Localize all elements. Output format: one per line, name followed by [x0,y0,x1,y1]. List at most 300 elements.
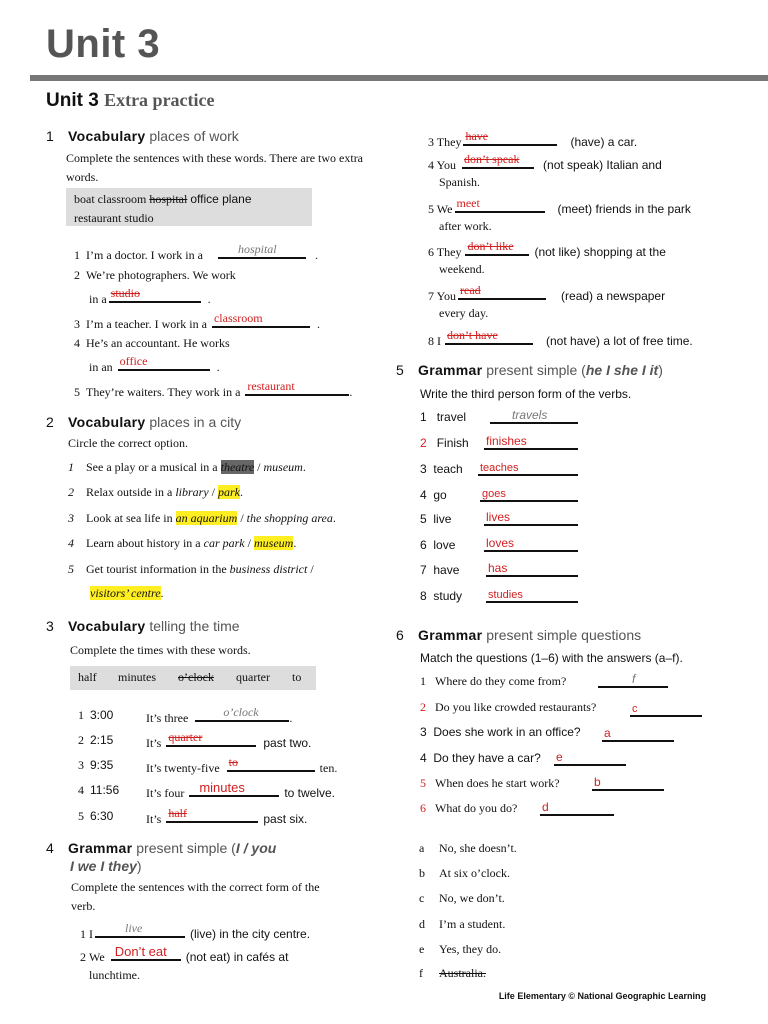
section-keyword: Vocabulary [68,128,146,144]
section-topic: present simple ( [136,840,236,856]
answer-text: office [119,354,148,368]
s6-blank-3[interactable] [602,728,674,747]
s4-item-6 [428,239,666,260]
item-number: 4 [68,536,74,550]
section-4-instructions: Complete the sentences with the correct form of the verb. [71,880,320,913]
answer-blank[interactable] [245,379,349,396]
section-number: 2 [46,414,54,430]
s4-item-7-cont: every day. [439,306,489,320]
answer-letter: f [632,672,636,686]
section-topic: ) [136,858,142,874]
item-number: 2 [68,485,74,499]
item-text: ten. [319,761,338,775]
question-text: Do they have a car? [433,751,541,765]
item-number: 4 [420,751,427,765]
item-text: to twelve. [284,786,336,800]
item-text: It’s three [146,711,189,725]
section-topic: present simple questions [486,627,642,643]
answer-blank[interactable] [118,354,210,371]
s3-item-3 [78,758,113,773]
item-verb: go [433,488,447,502]
s3-item-2 [78,733,113,748]
item-time: 3:00 [90,708,114,722]
item-number: 3 [420,725,427,739]
s5-blank-8[interactable] [486,589,578,608]
answer-text: restaurant [247,379,295,393]
item-text: It’s twenty-five [146,761,220,775]
unit-subheading: Extra practice [104,90,215,110]
section-3-heading [46,618,240,634]
option-circled[interactable]: museum [253,536,294,550]
word-item: to [292,670,302,684]
item-text: (live) in the city centre. [190,927,311,941]
s5-item-5 [420,512,451,526]
item-text: We’re photographers. We work [86,268,236,282]
item-number: 6 [428,245,434,259]
word-list: office plane [190,192,252,206]
s3-item-4-text [146,780,336,801]
answer-letter: d [542,800,549,814]
item-text: (not like) shopping at the [534,245,666,259]
answer-text: studies [488,589,523,601]
unit-heading [46,90,215,112]
answer-label: d [419,917,425,931]
answer-blank[interactable] [195,705,289,722]
item-text: (read) a newspaper [561,289,666,303]
item-text: They’re waiters. They work in a [86,385,241,399]
answer-blank[interactable] [458,283,546,300]
s4-item-6-cont: weekend. [439,262,485,276]
item-text: (not speak) Italian and [543,158,662,172]
item-number: 5 [420,776,426,790]
s1-item-5 [74,379,353,400]
section-topic: ) [658,362,663,378]
s6-answer-b [419,866,510,881]
item-text: It’s four [146,786,185,800]
page-footer: Life Elementary © National Geographic Learning [498,991,706,1001]
item-text: . [314,248,318,262]
s5-blank-6[interactable] [484,538,578,557]
item-text: We [436,202,453,216]
item-text: See a play or a musical in a [86,460,218,474]
answer-blank[interactable] [463,129,557,146]
answer-option: No, she doesn’t. [439,841,517,855]
item-time: 11:56 [90,783,120,797]
answer-text: classroom [213,311,263,325]
item-number: 5 [420,512,427,526]
s5-blank-2[interactable] [484,436,578,455]
item-time: 2:15 [90,733,114,747]
s6-answer-c [419,891,505,906]
question-text: Does she work in an office? [433,725,581,739]
answer-text: Don’t eat [114,944,167,959]
s4-item-3 [428,129,638,150]
page-title: Unit 3 [46,22,161,66]
item-number: 5 [74,385,80,399]
item-text: They [436,245,462,259]
answer-text: live [125,921,143,935]
item-text: I [437,334,441,348]
section-keyword: Vocabulary [68,414,146,430]
item-text: Look at sea life in [86,511,173,525]
s3-item-3-text [146,755,338,776]
item-text: (not have) a lot of free time. [546,334,693,348]
item-text: . [349,385,353,399]
option-circled[interactable]: visitors’ centre [90,586,161,600]
section-keyword: Grammar [68,840,133,856]
separator: / [208,485,219,499]
answer-text: don’t have [447,328,498,342]
item-number: 4 [74,336,80,350]
answer-text: travels [512,408,548,422]
s6-answer-d [419,917,505,932]
item-text: in a [89,292,107,306]
separator: / [237,511,247,525]
word-item: quarter [236,670,270,684]
s3-item-1 [78,708,113,723]
answer-blank[interactable] [95,921,185,938]
item-text: Get tourist information in the [86,562,227,576]
item-text: You [436,158,457,172]
section-6-heading [396,627,641,643]
s1-item-2-cont [89,286,211,307]
s5-item-4 [420,488,447,502]
answer-label: a [419,841,425,855]
s4-item-4-cont: Spanish. [439,175,481,189]
question-text: Do you like crowded restaurants? [435,700,597,714]
s1-item-1 [74,242,318,263]
s4-item-7 [428,283,666,304]
answer-text: minutes [199,780,245,795]
answer-blank[interactable] [227,755,315,772]
answer-text: has [488,561,508,575]
s6-answer-f [419,966,486,981]
item-text: Relax outside in a [86,485,173,499]
answer-text: don’t like [467,239,514,253]
item-number: 2 [74,268,80,282]
word-list: restaurant studio [74,211,154,225]
option[interactable]: car park [203,536,245,550]
option-circled[interactable]: an aquarium [175,511,238,525]
s4-item-5-cont: after work. [439,219,492,233]
s1-item-2 [74,268,236,283]
item-number: 1 [80,927,86,941]
section-3-word-box [70,666,316,690]
section-topic-italic: he I she I it [585,362,659,378]
item-verb: live [433,512,452,526]
section-1-word-box [66,188,312,226]
section-number: 6 [396,627,404,643]
item-text: . [293,536,297,550]
answer-blank[interactable] [109,286,201,303]
item-text: . [289,711,293,725]
item-verb: love [433,538,456,552]
item-number: 1 [420,410,427,424]
option-circled[interactable]: theatre [220,460,255,474]
answer-blank[interactable] [465,239,529,256]
item-number: 4 [428,158,434,172]
answer-blank[interactable] [166,730,256,747]
section-topic-italic: I / you [235,840,277,856]
answer-blank[interactable] [218,242,306,259]
answer-letter: e [556,750,563,764]
answer-text: loves [486,536,515,550]
section-topic-italic: I we I they [70,858,137,874]
s2-item-2 [68,485,243,500]
answer-text: o’clock [223,705,259,719]
section-keyword: Grammar [418,362,483,378]
answer-blank[interactable] [445,328,533,345]
s6-answer-a [419,841,517,856]
s1-item-4 [74,336,230,351]
s6-blank-4[interactable] [554,752,626,771]
item-text: (meet) friends in the park [557,202,691,216]
s5-item-1 [420,410,466,424]
word-item: minutes [118,670,156,684]
section-4-heading [46,840,276,856]
answer-text: goes [482,488,506,500]
item-number: 4 [420,488,427,502]
s5-blank-1[interactable] [490,410,578,429]
item-text: It’s [146,812,162,826]
section-number: 3 [46,618,54,634]
item-text: It’s [146,736,162,750]
item-text: . [316,317,320,331]
item-number: 8 [420,589,427,603]
answer-text: finishes [486,434,527,448]
answer-option: No, we don’t. [439,891,505,905]
s1-item-3 [74,311,320,332]
s6-question-5 [420,776,560,791]
item-number: 4 [78,783,84,797]
item-text: They [436,135,462,149]
answer-option: Australia. [439,966,486,980]
s4-item-4 [428,152,662,173]
item-number: 5 [68,562,74,576]
answer-text: lives [486,510,511,524]
answer-blank[interactable] [111,944,181,961]
section-number: 4 [46,840,54,856]
item-number: 1 [68,460,74,474]
s2-item-5-cont [90,586,164,601]
s3-item-1-text [146,705,293,726]
s6-blank-6[interactable] [540,802,614,821]
answer-label: e [419,942,425,956]
item-text: I’m a teacher. I work in a [86,317,207,331]
word-crossed: hospital [149,192,188,206]
section-6-instructions: Match the questions (1–6) with the answers (a–f). [420,651,683,665]
section-number: 5 [396,362,404,378]
answer-letter: b [594,775,601,789]
s6-question-6 [420,801,517,816]
answer-letter: a [604,726,611,740]
answer-blank[interactable] [166,806,258,823]
s3-item-2-text [146,730,312,751]
s6-answer-e [419,942,501,957]
item-text: I [89,927,93,941]
answer-label: f [419,966,423,980]
section-1-heading [46,128,239,144]
section-2-instructions: Circle the correct option. [68,436,188,450]
answer-blank[interactable] [189,780,279,797]
answer-blank[interactable] [212,311,310,328]
word-item: half [78,670,97,684]
section-keyword: Vocabulary [68,618,146,634]
s6-blank-2[interactable] [630,703,702,722]
item-text: We [89,950,105,964]
separator: / [307,562,314,576]
answer-blank[interactable] [462,152,534,169]
answer-text: to [228,755,238,769]
item-text: I’m a doctor. I work in a [86,248,203,262]
s3-item-5 [78,809,113,824]
section-3-instructions: Complete the times with these words. [70,643,251,657]
section-topic: present simple ( [486,362,586,378]
item-number: 1 [74,248,80,262]
s4-item-8 [428,328,693,349]
section-topic: places in a city [149,414,242,430]
s6-question-3 [420,725,581,739]
item-number: 2 [420,700,426,714]
s5-blank-4[interactable] [480,488,578,507]
answer-label: b [419,866,425,880]
item-number: 2 [78,733,84,747]
item-text: (have) a car. [570,135,638,149]
section-number: 1 [46,128,54,144]
s5-blank-3[interactable] [478,462,578,481]
item-number: 3 [68,511,74,525]
item-text: past six. [263,812,308,826]
item-number: 3 [420,462,427,476]
option[interactable]: library [175,485,209,499]
s2-item-5 [68,562,314,577]
option-circled[interactable]: park [218,485,241,499]
s6-blank-1[interactable] [598,674,668,693]
s4-item-2-cont: lunchtime. [89,968,140,982]
option[interactable]: the shopping area [246,511,333,525]
section-1-instructions: Complete the sentences with these words. There are two extra words. [66,151,364,184]
item-time: 6:30 [90,809,114,823]
title-rule [30,75,768,81]
s6-question-2 [420,700,596,715]
question-text: Where do they come from? [435,674,567,688]
answer-option: Yes, they do. [439,942,502,956]
answer-option: I’m a student. [439,917,506,931]
answer-text: hospital [237,242,277,256]
item-text: Learn about history in a [86,536,201,550]
item-number: 2 [420,436,427,450]
s5-item-6 [420,538,455,552]
item-text: in an [89,360,113,374]
section-2-heading [46,414,241,430]
answer-text: teaches [480,462,519,474]
s6-question-1 [420,674,566,689]
section-topic: telling the time [149,618,240,634]
item-text: . [207,292,211,306]
s5-blank-7[interactable] [486,563,578,582]
question-text: What do you do? [435,801,518,815]
item-text: . [160,586,164,600]
section-5-heading [396,362,663,378]
s3-item-5-text [146,806,308,827]
answer-letter: c [632,703,638,715]
item-number: 8 [428,334,434,348]
item-number: 3 [78,758,84,772]
item-verb: travel [436,410,467,424]
s5-item-2 [420,436,469,450]
s1-item-4-cont [89,354,220,375]
item-text: . [216,360,220,374]
answer-text: quarter [168,730,203,744]
s6-question-4 [420,751,541,765]
s3-item-4 [78,783,119,798]
section-topic: places of work [149,128,239,144]
s4-item-1 [80,921,311,942]
item-number: 1 [78,708,84,722]
section-4-heading-cont [70,858,142,874]
answer-text: half [168,806,187,820]
word-crossed: o’clock [178,670,214,684]
section-keyword: Grammar [418,627,483,643]
s2-item-1 [68,460,306,475]
s5-item-3 [420,462,463,476]
s5-item-8 [420,589,462,603]
item-number: 6 [420,538,427,552]
s5-blank-5[interactable] [484,512,578,531]
answer-text: read [460,283,481,297]
answer-blank[interactable] [455,196,545,213]
s4-item-5 [428,196,691,217]
question-text: When does he start work? [435,776,560,790]
answer-text: studio [110,286,141,300]
unit-heading-text: Unit 3 [46,90,99,111]
answer-option: At six o’clock. [439,866,510,880]
word-list: boat classroom [74,192,147,206]
s2-item-4 [68,536,296,551]
answer-label: c [419,891,425,905]
item-number: 2 [80,950,86,964]
item-text: past two. [263,736,312,750]
item-number: 6 [420,801,426,815]
item-number: 5 [78,809,84,823]
answer-text: don’t speak [464,152,520,166]
s2-item-3 [68,511,336,526]
item-verb: study [433,589,463,603]
separator: / [244,536,254,550]
item-number: 3 [74,317,80,331]
item-text: (not eat) in cafés at [185,950,289,964]
s4-item-2 [80,944,289,965]
s5-item-7 [420,563,459,577]
item-verb: Finish [436,436,469,450]
item-verb: teach [433,462,463,476]
item-time: 9:35 [90,758,114,772]
item-text: He’s an accountant. He works [86,336,230,350]
item-verb: have [433,563,460,577]
separator: / [254,460,264,474]
item-text: . [240,485,244,499]
item-number: 3 [428,135,434,149]
item-number: 1 [420,674,426,688]
option[interactable]: museum [263,460,303,474]
s6-blank-5[interactable] [592,777,664,796]
item-text: You [436,289,457,303]
item-number: 5 [428,202,434,216]
answer-text: have [465,129,489,143]
option[interactable]: business district [229,562,308,576]
item-text: . [332,511,336,525]
item-text: . [302,460,306,474]
